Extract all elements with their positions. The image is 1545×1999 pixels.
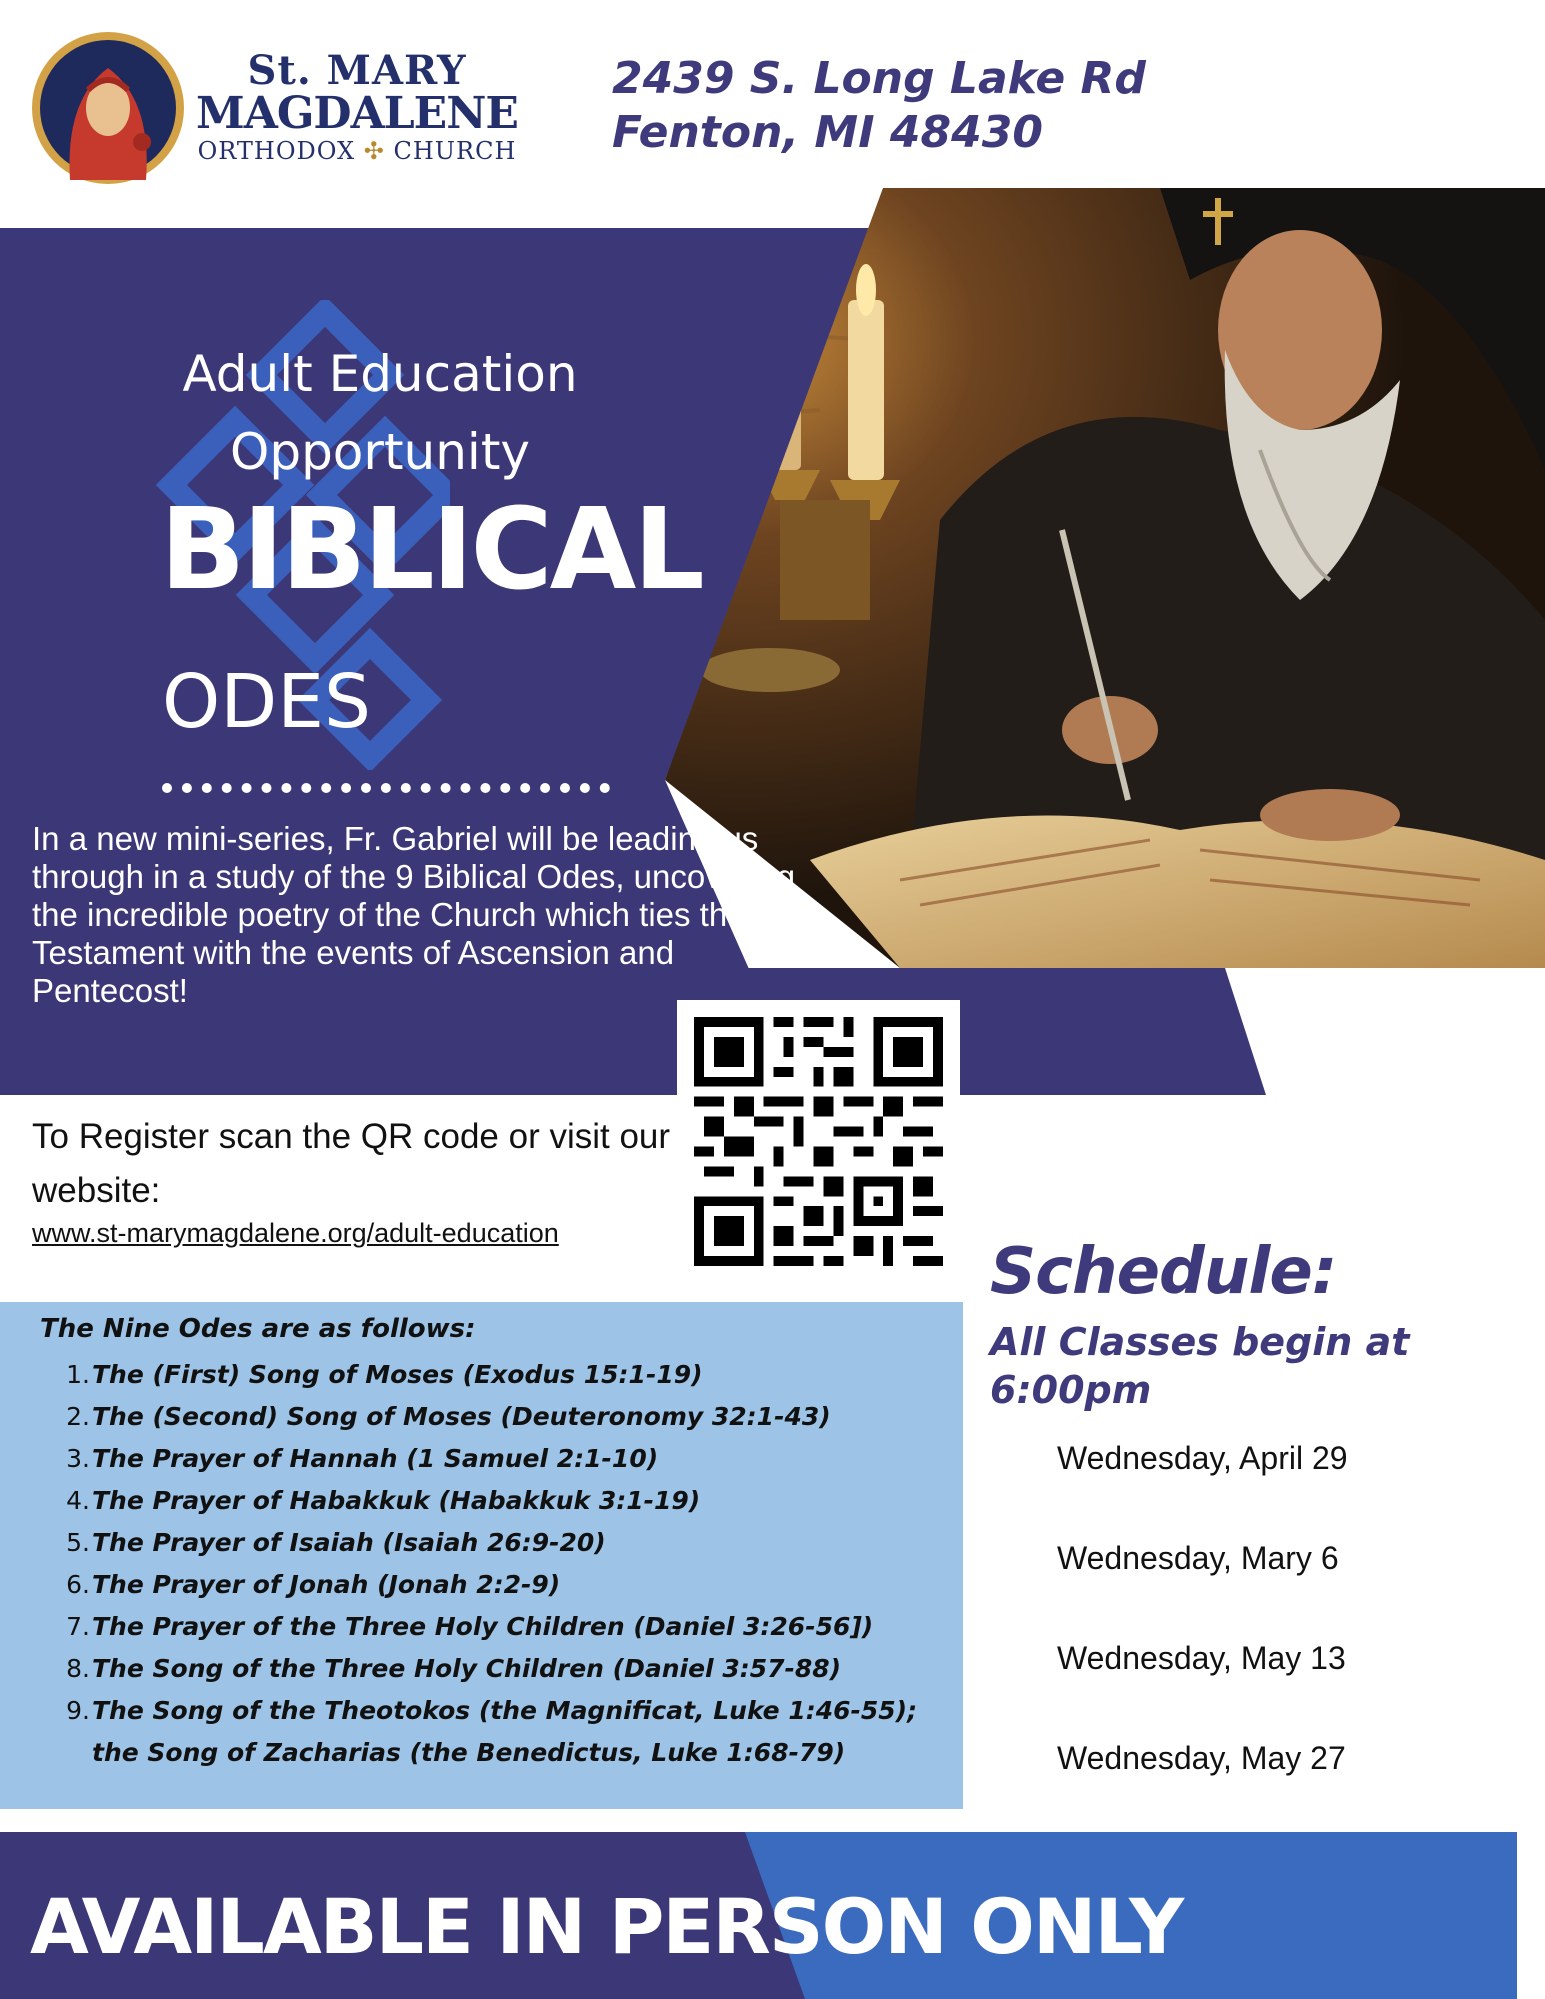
subtitle-line-1: Adult Education [182, 345, 578, 403]
register-instructions: To Register scan the QR code or visit our website: [32, 1117, 671, 1210]
series-description: In a new mini-series, Fr. Gabriel will be leading us through in a study of the 9 Biblical Odes, uncovering the incredible poetry of the Church which ties the Old Testament with the events of Ascension and Pentecost! [32, 820, 807, 1009]
list-item [50, 1648, 917, 1690]
list-item-text: The Prayer of Hannah (1 Samuel 2:1-10) [92, 1444, 659, 1473]
logo-line-3-left: ORTHODOX [197, 137, 356, 165]
address-line-2: Fenton, MI 48430 [612, 107, 1043, 158]
schedule-date: Wednesday, Mary 6 [1057, 1540, 1339, 1576]
schedule-subtitle: All Classes begin at 6:00pm [990, 1320, 1410, 1412]
biblical-title: BIBLICAL [160, 485, 702, 615]
list-item-text: The Song of the Three Holy Children (Daniel 3:57-88) [92, 1654, 842, 1683]
church-logo-seal [30, 30, 186, 186]
list-item [50, 1522, 917, 1564]
odes-list [50, 1354, 917, 1774]
list-item-number: 1. [66, 1360, 90, 1389]
in-person-notice: AVAILABLE IN PERSON ONLY [30, 1882, 1183, 1971]
list-item-number: 7. [66, 1612, 90, 1641]
list-item [50, 1690, 917, 1774]
list-item-number: 3. [66, 1444, 90, 1473]
logo-line-2: MAGDALENE [196, 88, 518, 139]
list-item-text: The Prayer of Isaiah (Isaiah 26:9-20) [92, 1528, 606, 1557]
list-item [50, 1396, 917, 1438]
list-item-text: The Prayer of Jonah (Jonah 2:2-9) [92, 1570, 561, 1599]
cross-icon: ✣ [355, 137, 394, 165]
odes-title: ODES [162, 659, 371, 745]
address-line-1: 2439 S. Long Lake Rd [612, 53, 1146, 104]
list-item [50, 1606, 917, 1648]
list-item-text: The (First) Song of Moses (Exodus 15:1-19) [92, 1360, 703, 1389]
schedule-date: Wednesday, May 13 [1057, 1640, 1346, 1676]
list-item-number: 4. [66, 1486, 90, 1515]
logo-line-1: St. MARY [247, 47, 467, 94]
schedule-date: Wednesday, April 29 [1057, 1440, 1348, 1476]
schedule-title: Schedule: [990, 1235, 1337, 1309]
logo-line-3 [192, 136, 522, 166]
list-item [50, 1480, 917, 1522]
qr-code-icon[interactable] [694, 1017, 943, 1266]
list-item [50, 1438, 917, 1480]
list-item [50, 1354, 917, 1396]
church-address [612, 52, 1146, 160]
logo-line-3-right: CHURCH [393, 137, 517, 165]
church-name-logo [192, 47, 522, 166]
list-item [50, 1564, 917, 1606]
list-item-text: The (Second) Song of Moses (Deuteronomy 32:1-43) [92, 1402, 831, 1431]
list-item-text: The Prayer of Habakkuk (Habakkuk 3:1-19) [92, 1486, 701, 1515]
list-item-number: 5. [66, 1528, 90, 1557]
list-item-number: 6. [66, 1570, 90, 1599]
list-item-text: The Prayer of the Three Holy Children (Daniel 3:26-56]) [92, 1612, 874, 1641]
dotted-divider [162, 783, 610, 793]
list-item-number: 2. [66, 1402, 90, 1431]
website-link[interactable]: www.st-marymagdalene.org/adult-education [32, 1218, 559, 1248]
list-item-number: 8. [66, 1654, 90, 1683]
list-item-text-continued: the Song of Zacharias (the Benedictus, Luke 1:68-79) [92, 1738, 846, 1767]
list-item-text: The Song of the Theotokos (the Magnificat, Luke 1:46-55); [92, 1696, 918, 1725]
odes-list-heading: The Nine Odes are as follows: [40, 1314, 476, 1344]
list-item-number: 9. [66, 1696, 90, 1725]
adult-education-subtitle [150, 335, 610, 491]
schedule-date: Wednesday, May 27 [1057, 1740, 1346, 1776]
subtitle-line-2: Opportunity [229, 423, 531, 481]
